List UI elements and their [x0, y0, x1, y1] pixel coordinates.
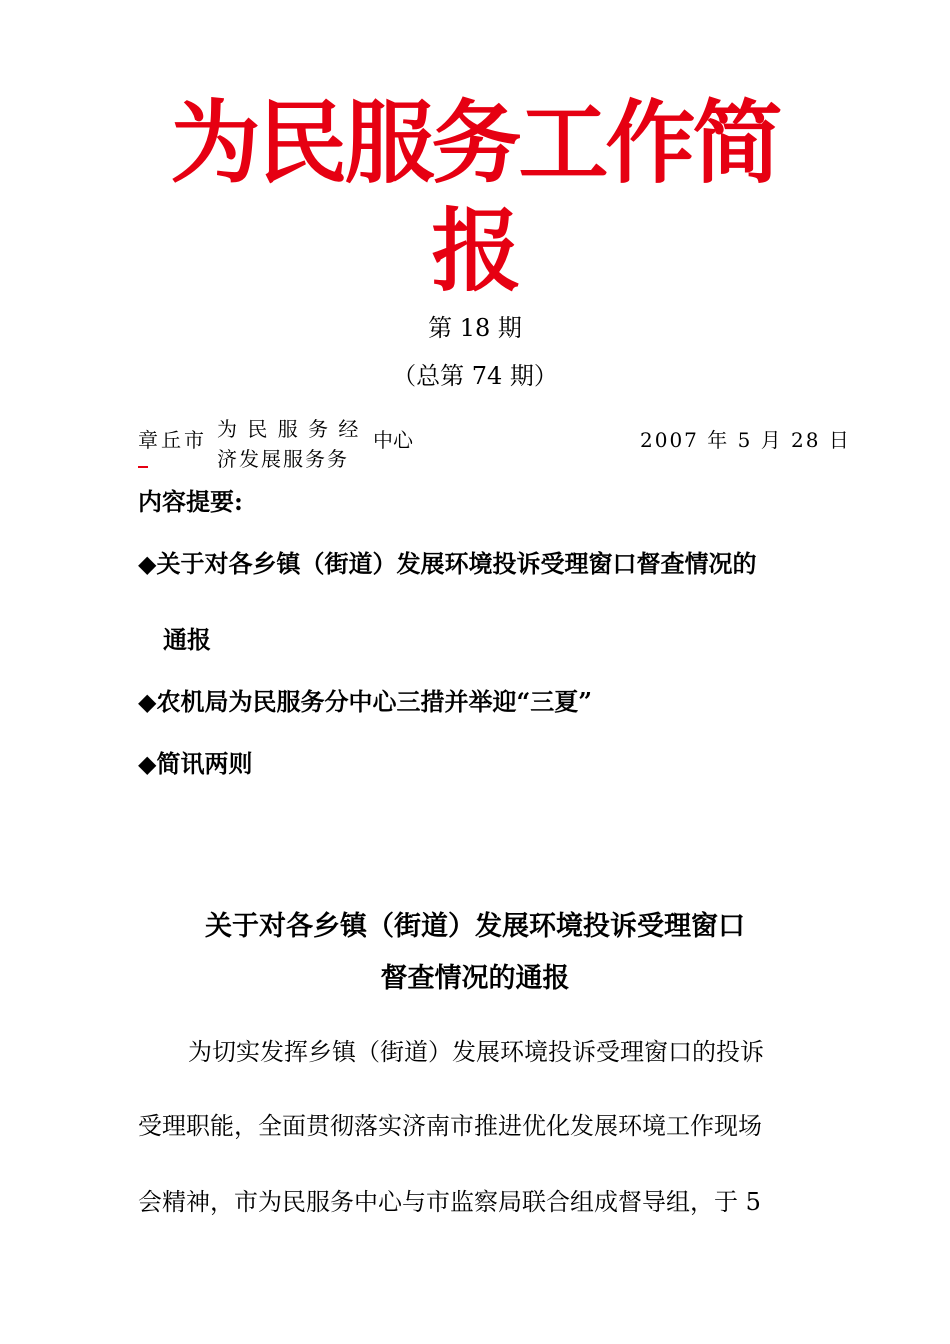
article-title-line-2: 督查情况的通报 [380, 963, 570, 994]
masthead-line-1: 为民服务工作简 [170, 91, 780, 196]
diamond-bullet-icon: ◆ [138, 750, 157, 778]
article-title-line-1: 关于对各乡镇（街道）发展环境投诉受理窗口 [205, 911, 745, 942]
issue-total: （总第 74 期） [392, 362, 558, 390]
org-name-line-1: 为 民 服 务 经 [217, 417, 361, 441]
org-prefix: 章丘市 [138, 428, 207, 452]
article-body-line-2: 受理职能，全面贯彻落实济南市推进优化发展环境工作现场 [138, 1112, 762, 1140]
article-body-line-3: 会精神，市为民服务中心与市监察局联合组成督导组，于 5 [138, 1188, 761, 1216]
toc-item-text: 简讯两则 [156, 749, 253, 778]
toc-item-2 [138, 682, 592, 717]
org-suffix: 中心 [373, 428, 413, 452]
diamond-bullet-icon: ◆ [138, 550, 157, 578]
org-underline-mark [138, 466, 148, 468]
toc-item-text: 农机局为民服务分中心三措并举迎“三夏” [156, 687, 593, 716]
masthead-title [120, 90, 830, 306]
toc-item-1-continued: 通报 [163, 625, 211, 654]
toc-item-1 [138, 544, 756, 579]
toc-item-3 [138, 744, 252, 779]
diamond-bullet-icon: ◆ [138, 688, 157, 716]
org-name [217, 414, 367, 474]
toc-heading: 内容提要: [138, 487, 243, 516]
article-body-line-1: 为切实发挥乡镇（街道）发展环境投诉受理窗口的投诉 [188, 1038, 764, 1066]
org-name-line-2: 济发展服务务 [217, 447, 349, 471]
issue-number: 第 18 期 [428, 314, 522, 342]
issue-date: 2007 年 5 月 28 日 [640, 428, 851, 452]
toc-item-text: 关于对各乡镇（街道）发展环境投诉受理窗口督查情况的 [156, 549, 757, 578]
masthead-line-2: 报 [431, 199, 519, 304]
